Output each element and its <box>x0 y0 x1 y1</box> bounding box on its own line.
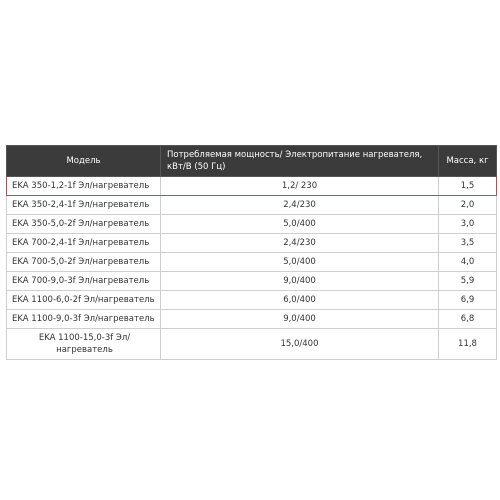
table-row <box>7 215 497 234</box>
cell-power: 1,2/ 230 <box>161 177 439 196</box>
table-body <box>7 177 497 360</box>
cell-power: 2,4/230 <box>161 196 439 215</box>
table-header <box>7 146 497 177</box>
cell-model: EKA 1100-9,0-3f Эл/нагреватель <box>7 310 161 329</box>
cell-model: EKA 700-2,4-1f Эл/нагреватель <box>7 234 161 253</box>
cell-power: 9,0/400 <box>161 272 439 291</box>
cell-power: 2,4/230 <box>161 234 439 253</box>
table-row <box>7 234 497 253</box>
cell-mass: 6,8 <box>439 310 497 329</box>
cell-power: 6,0/400 <box>161 291 439 310</box>
header-model: Модель <box>7 146 161 177</box>
cell-mass: 2,0 <box>439 196 497 215</box>
cell-mass: 5,9 <box>439 272 497 291</box>
table-row <box>7 310 497 329</box>
cell-mass: 11,8 <box>439 329 497 360</box>
cell-power: 15,0/400 <box>161 329 439 360</box>
cell-power: 5,0/400 <box>161 215 439 234</box>
cell-mass: 3,5 <box>439 234 497 253</box>
table-row <box>7 291 497 310</box>
cell-mass: 6,9 <box>439 291 497 310</box>
cell-model: EKA 700-5,0-2f Эл/нагреватель <box>7 253 161 272</box>
header-power: Потребляемая мощность/ Электропитание нагревателя, кВт/В (50 Гц) <box>161 146 439 177</box>
cell-power: 9,0/400 <box>161 310 439 329</box>
cell-model: EKA 700-9,0-3f Эл/нагреватель <box>7 272 161 291</box>
table-row <box>7 329 497 360</box>
table-row <box>7 272 497 291</box>
cell-model: EKA 350-5,0-2f Эл/нагреватель <box>7 215 161 234</box>
spec-table <box>6 145 497 360</box>
cell-mass: 1,5 <box>439 177 497 196</box>
table-row <box>7 253 497 272</box>
cell-mass: 3,0 <box>439 215 497 234</box>
header-row <box>7 146 497 177</box>
cell-model: EKA 350-1,2-1f Эл/нагреватель <box>7 177 161 196</box>
table-row <box>7 177 497 196</box>
cell-power: 5,0/400 <box>161 253 439 272</box>
cell-model: EKA 1100-15,0-3f Эл/нагреватель <box>7 329 161 360</box>
cell-mass: 4,0 <box>439 253 497 272</box>
cell-model: EKA 1100-6,0-2f Эл/нагреватель <box>7 291 161 310</box>
table-row <box>7 196 497 215</box>
header-mass: Масса, кг <box>439 146 497 177</box>
cell-model: EKA 350-2,4-1f Эл/нагреватель <box>7 196 161 215</box>
